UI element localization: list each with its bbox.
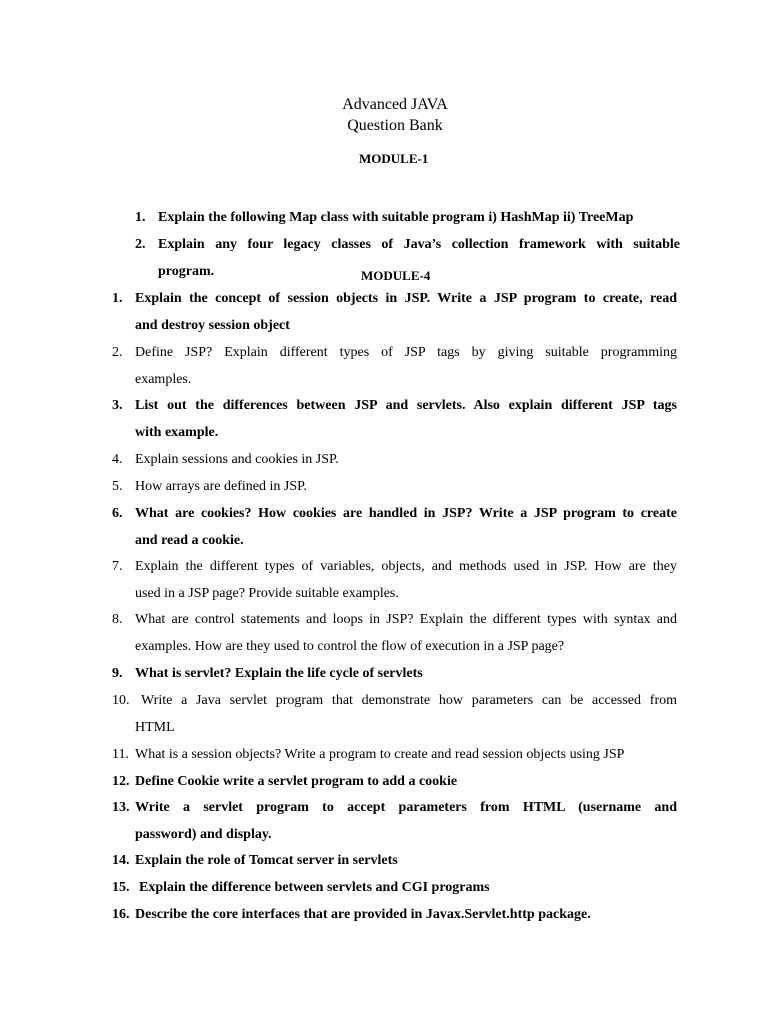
list-item [112, 874, 677, 901]
question-number: 1. [112, 291, 123, 306]
document-subtitle: Question Bank [347, 117, 443, 134]
question-number: 2. [112, 345, 123, 360]
question-number: 9. [112, 666, 123, 681]
list-item [112, 768, 677, 795]
module-1-heading: MODULE-1 [359, 151, 429, 166]
question-number: 3. [112, 398, 123, 413]
question-number: 13. [112, 800, 130, 815]
question-text: What are cookies? How cookies are handled in JSP? Write a JSP program to create [135, 506, 677, 521]
question-text: What is a session objects? Write a program to create and read session objects using JSP [135, 747, 625, 762]
list-item [112, 473, 677, 500]
question-number: 8. [112, 612, 123, 627]
question-text: Explain any four legacy classes of Java’s collection framework with suitable [158, 237, 680, 252]
question-text: Explain the role of Tomcat server in servlets [135, 853, 398, 868]
question-number: 5. [112, 479, 123, 494]
question-text: Define JSP? Explain different types of JSP tags by giving suitable programming [135, 345, 677, 360]
question-text-continued: program. [158, 264, 215, 279]
question-number: 15. [112, 880, 130, 895]
question-text: Explain the difference between servlets and CGI programs [139, 880, 490, 895]
list-item [112, 553, 677, 607]
question-text-continued: examples. [135, 372, 192, 387]
question-text: Explain the different types of variables, objects, and methods used in JSP. How are they [135, 559, 677, 574]
list-item [135, 231, 680, 285]
question-text-continued: with example. [135, 425, 219, 440]
question-number: 6. [112, 506, 123, 521]
question-text-continued: HTML [135, 720, 175, 735]
list-item [112, 794, 677, 848]
question-text: Define Cookie write a servlet program to add a cookie [135, 774, 458, 789]
question-text: Describe the core interfaces that are provided in Javax.Servlet.http package. [135, 907, 591, 922]
list-item [112, 500, 677, 554]
question-text-continued: examples. How are they used to control the flow of execution in a JSP page? [135, 639, 565, 654]
list-item [112, 446, 677, 473]
document-title: Advanced JAVA [342, 96, 448, 113]
question-text: Write a servlet program to accept parameters from HTML (username and [135, 800, 677, 815]
list-item [112, 606, 677, 660]
question-number: 10. [112, 693, 130, 708]
question-text: How arrays are defined in JSP. [135, 479, 307, 494]
list-item [112, 392, 677, 446]
question-text: Explain the concept of session objects in JSP. Write a JSP program to create, read [135, 291, 677, 306]
question-text-continued: and read a cookie. [135, 533, 244, 548]
question-number: 14. [112, 853, 130, 868]
question-number: 4. [112, 452, 123, 467]
question-number: 2. [135, 237, 146, 252]
list-item [112, 687, 677, 741]
question-number: 11. [112, 747, 129, 762]
list-item [112, 901, 677, 928]
question-text: Explain sessions and cookies in JSP. [135, 452, 339, 467]
question-text: List out the differences between JSP and servlets. Also explain different JSP tags [135, 398, 677, 413]
list-item [112, 847, 677, 874]
list-item [112, 660, 677, 687]
module-4-heading: MODULE-4 [361, 268, 431, 283]
list-item [112, 339, 677, 393]
question-text-continued: and destroy session object [135, 318, 290, 333]
question-text-continued: used in a JSP page? Provide suitable examples. [135, 586, 399, 601]
question-text: Explain the following Map class with suitable program i) HashMap ii) TreeMap [158, 210, 634, 225]
question-number: 1. [135, 210, 146, 225]
list-item [112, 285, 677, 339]
question-text: Write a Java servlet program that demonstrate how parameters can be accessed from [141, 693, 677, 708]
question-number: 16. [112, 907, 130, 922]
question-text: What are control statements and loops in JSP? Explain the different types with syntax and [135, 612, 677, 627]
question-number: 7. [112, 559, 123, 574]
question-text: What is servlet? Explain the life cycle of servlets [135, 666, 423, 681]
list-item [112, 741, 677, 768]
question-number: 12. [112, 774, 130, 789]
question-text-continued: password) and display. [135, 827, 272, 842]
list-item [135, 204, 680, 231]
